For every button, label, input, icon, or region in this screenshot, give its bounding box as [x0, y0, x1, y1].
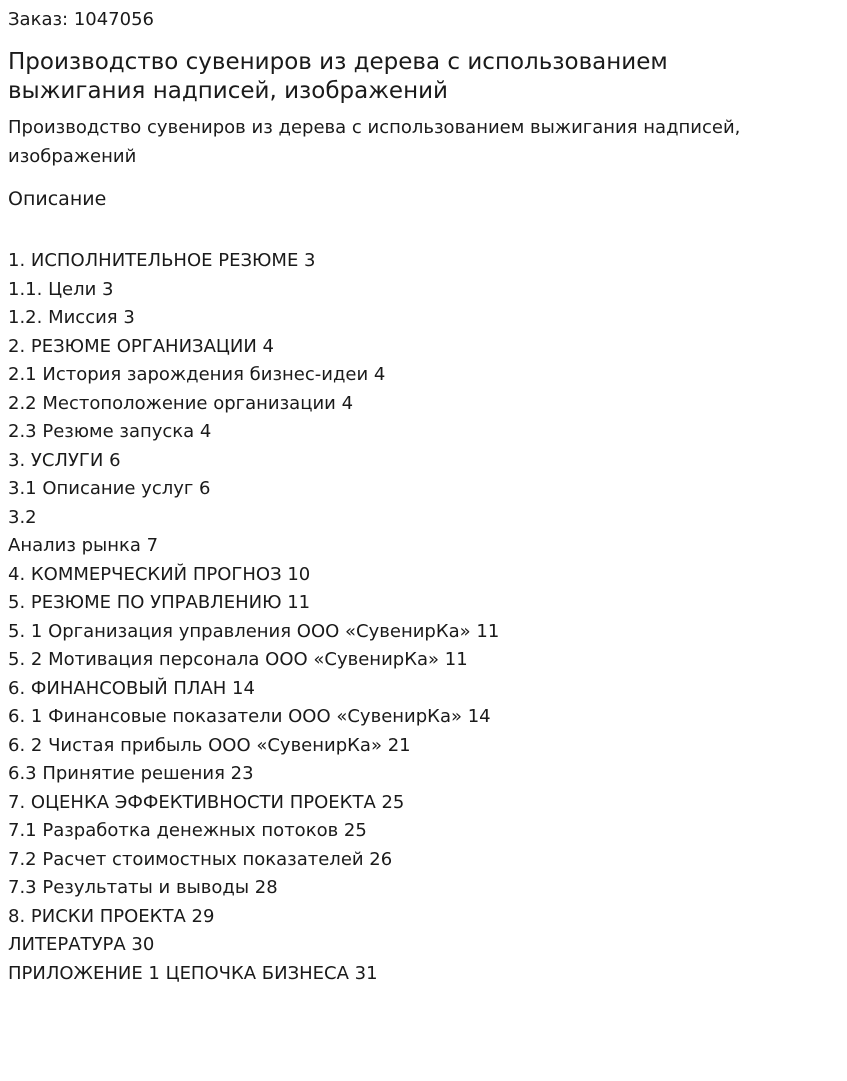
toc-item: 5. 1 Организация управления ООО «СувенирКа» 11: [8, 620, 500, 642]
toc-item: 1. ИСПОЛНИТЕЛЬНОЕ РЕЗЮМЕ 3: [8, 250, 316, 271]
toc-item: 2.3 Резюме запуска 4: [8, 421, 212, 442]
toc-item: 6.3 Принятие решения 23: [8, 763, 254, 784]
toc-item: 6. 2 Чистая прибыль ООО «СувенирКа» 21: [8, 734, 411, 756]
toc-item: 3.2: [8, 506, 37, 528]
toc-item: 3.1 Описание услуг 6: [8, 478, 211, 499]
toc-item: 8. РИСКИ ПРОЕКТА 29: [8, 905, 215, 927]
toc-item: 7.1 Разработка денежных потоков 25: [8, 820, 367, 841]
toc-item: ПРИЛОЖЕНИЕ 1 ЦЕПОЧКА БИЗНЕСА 31: [8, 962, 378, 984]
toc-item: 2.1 История зарождения бизнес-идеи 4: [8, 364, 386, 385]
toc-item: 1.2. Миссия 3: [8, 307, 135, 328]
page-title: Производство сувениров из дерева с использованием выжигания надписей, изображений: [8, 49, 668, 104]
toc-item: 4. КОММЕРЧЕСКИЙ ПРОГНОЗ 10: [8, 563, 311, 585]
description-heading: Описание: [8, 188, 107, 210]
toc-item: 1.1. Цели 3: [8, 278, 114, 300]
toc-item: Анализ рынка 7: [8, 535, 159, 556]
toc-item: 7.3 Результаты и выводы 28: [8, 877, 278, 898]
page-subtitle: Производство сувениров из дерева с использованием выжигания надписей, изображений: [8, 117, 741, 167]
order-number: Заказ: 1047056: [8, 9, 154, 30]
toc-item: 2.2 Местоположение организации 4: [8, 392, 354, 414]
toc-item: 5. РЕЗЮМЕ ПО УПРАВЛЕНИЮ 11: [8, 592, 311, 613]
toc-item: ЛИТЕРАТУРА 30: [8, 934, 155, 955]
toc-item: 6. ФИНАНСОВЫЙ ПЛАН 14: [8, 677, 255, 699]
toc-item: 2. РЕЗЮМЕ ОРГАНИЗАЦИИ 4: [8, 335, 274, 357]
toc-item: 5. 2 Мотивация персонала ООО «СувенирКа» 11: [8, 649, 468, 670]
toc-item: 7.2 Расчет стоимостных показателей 26: [8, 848, 393, 870]
toc-item: 3. УСЛУГИ 6: [8, 449, 121, 471]
table-of-contents: [8, 247, 499, 988]
toc-item: 7. ОЦЕНКА ЭФФЕКТИВНОСТИ ПРОЕКТА 25: [8, 791, 405, 813]
toc-item: 6. 1 Финансовые показатели ООО «СувенирКа» 14: [8, 706, 491, 727]
